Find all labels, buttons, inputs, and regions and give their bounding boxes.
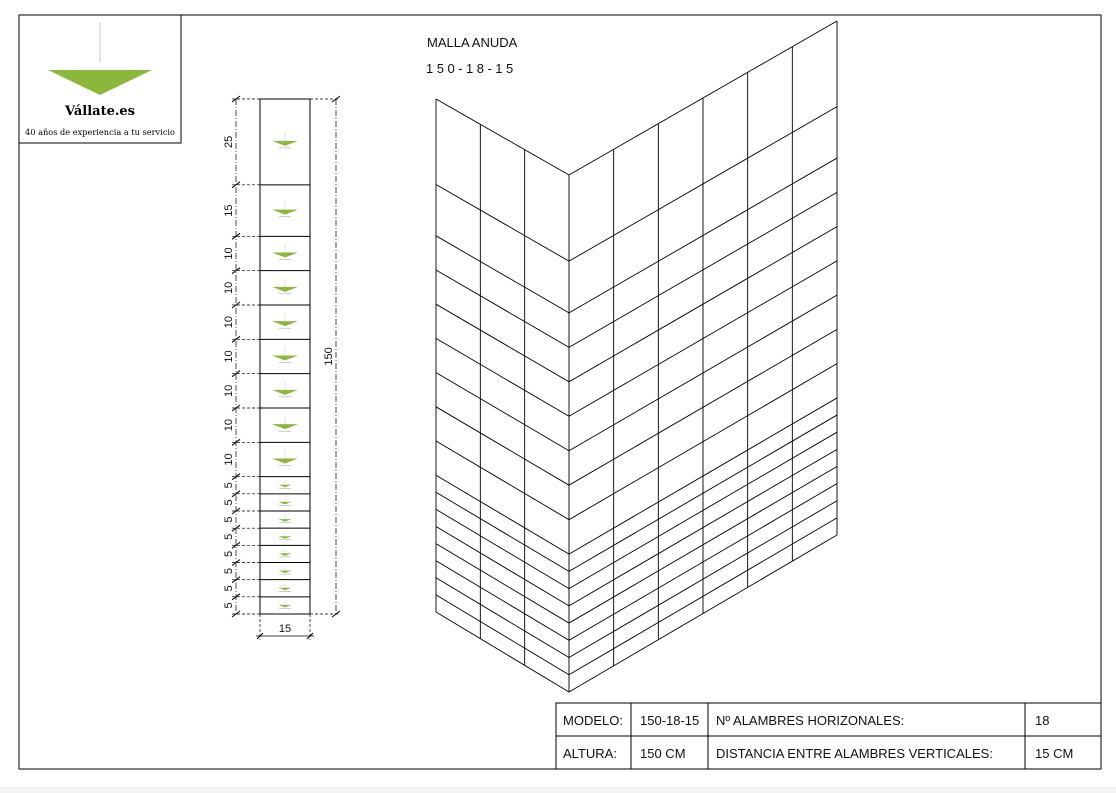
cell-logo-icon (272, 132, 298, 148)
horizontal-wire (436, 329, 837, 485)
spacing-label: 5 (223, 550, 235, 557)
spacing-label: 5 (223, 482, 235, 489)
spacing-label: 5 (223, 602, 235, 609)
vertical-distance-label: DISTANCIA ENTRE ALAMBRES VERTICALES: (716, 746, 993, 761)
spacing-label: 5 (223, 516, 235, 523)
spacing-label: 10 (223, 453, 235, 466)
horizontal-wire (436, 227, 837, 382)
horizontal-wire (436, 415, 837, 571)
logo-block (19, 15, 181, 143)
model-value: 150-18-15 (640, 713, 700, 728)
cell-logo-icon (272, 244, 298, 260)
spacing-label: 10 (223, 350, 235, 363)
spacing-label: 15 (223, 204, 235, 217)
horizontal-wire (436, 261, 837, 416)
cell-logo-icon (278, 583, 291, 591)
logo-slogan-text: 40 años de experiencia a tu servicio (25, 128, 175, 138)
cell-logo-icon (278, 480, 291, 488)
spacing-label: 5 (223, 533, 235, 540)
spacing-label: 5 (223, 568, 235, 575)
horizontal-wire (436, 158, 837, 313)
cell-logo-icon (272, 312, 298, 328)
spacing-label: 5 (223, 499, 235, 506)
spacing-label: 10 (223, 247, 235, 260)
spacing-label: 5 (223, 585, 235, 592)
cell-logo-icon (278, 549, 291, 557)
vertical-distance-value: 15 CM (1035, 746, 1074, 761)
spec-table (556, 703, 1101, 769)
dimension-tick (332, 611, 340, 617)
cell-logo-icon (278, 566, 291, 574)
drawing-title: MALLA ANUDA (427, 35, 518, 50)
horizontal-wire (436, 295, 837, 451)
spacing-label: 25 (223, 135, 235, 149)
cell-logo-icon (278, 497, 291, 505)
spacing-label: 10 (223, 316, 235, 329)
horizontal-wire (436, 398, 837, 554)
cell-logo-icon (278, 532, 291, 540)
cell-logo-icon (272, 381, 298, 397)
cell-logo-icon (278, 515, 291, 523)
model-label: MODELO: (563, 713, 623, 728)
cell-logo-icon (272, 347, 298, 363)
spacing-label: 10 (223, 419, 235, 432)
logo-triangle-icon (48, 70, 152, 95)
horizontal-wire (436, 107, 837, 262)
height-label: ALTURA: (563, 746, 617, 761)
cell-logo-icon (272, 415, 298, 431)
horizontal-wire (436, 192, 837, 347)
cell-logo-icon (272, 278, 298, 294)
height-value: 150 CM (640, 746, 686, 761)
cell-logo-icon (278, 600, 291, 608)
spacing-label: 10 (223, 384, 235, 397)
cell-logo-icon (272, 201, 298, 217)
spacing-label: 10 (223, 281, 235, 294)
horizontal-wire (436, 364, 837, 520)
mesh-elevation (223, 96, 340, 640)
horizontal-wires-value: 18 (1035, 713, 1050, 728)
logo-brand-text: Vállate.es (64, 104, 136, 119)
isometric-fence (436, 21, 837, 692)
horizontal-wires-label: Nº ALAMBRES HORIZONALES: (716, 713, 905, 728)
drawing-code: 150-18-15 (426, 61, 517, 76)
total-height-label: 150 (323, 347, 335, 366)
cell-logo-icon (272, 450, 298, 466)
footer-strip (0, 787, 1116, 793)
mesh-width-label: 15 (278, 623, 292, 635)
